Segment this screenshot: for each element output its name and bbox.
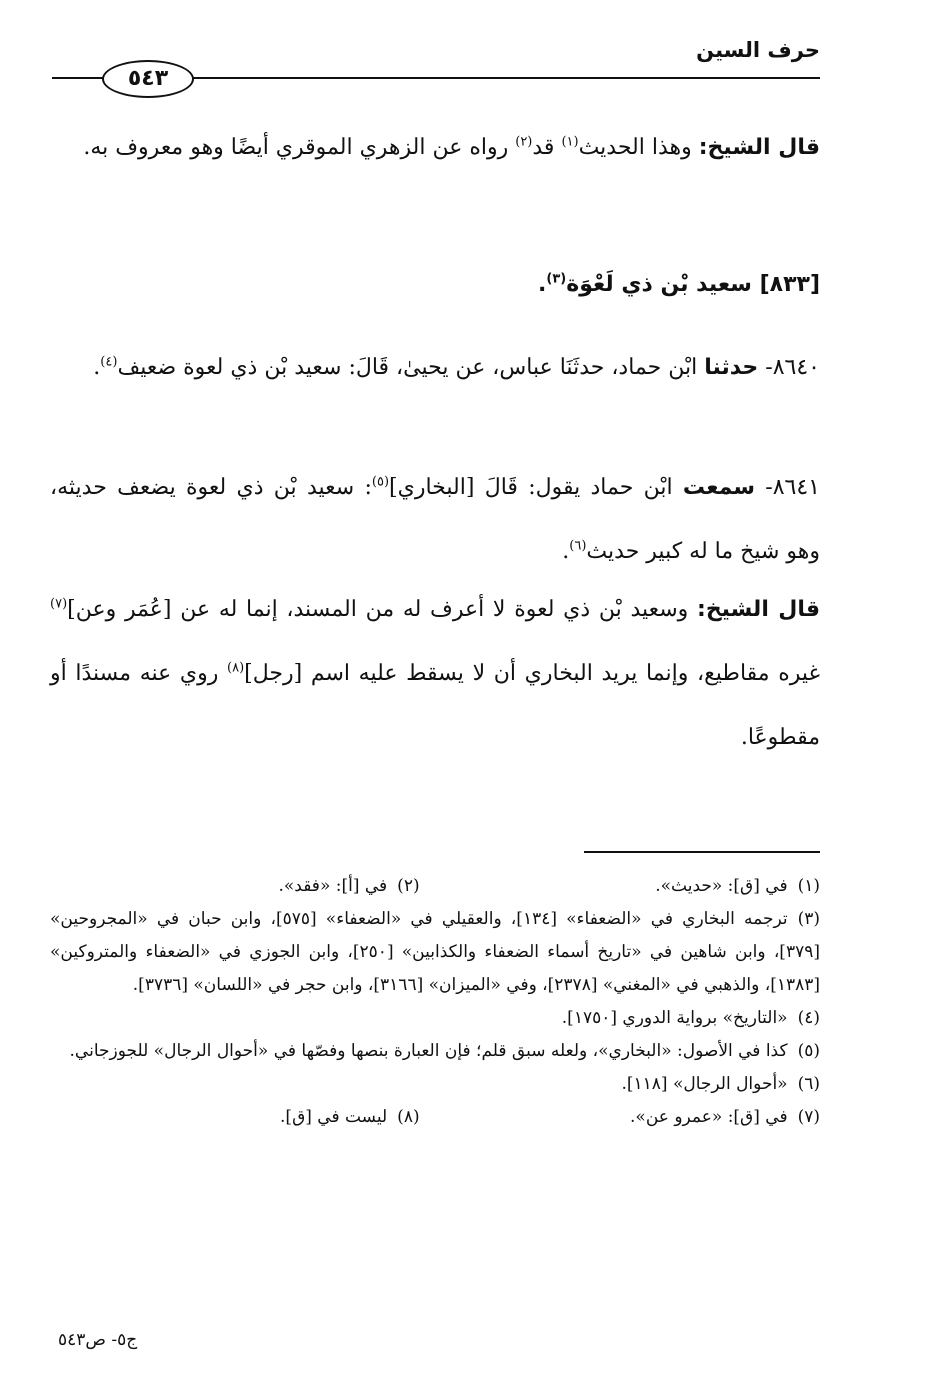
footnote-row [50,870,820,903]
footnote-text: في [ق]: «حديث». [655,876,788,896]
footnotes [50,870,820,1134]
footnote-7 [450,1101,820,1134]
footnote-text: ليست في [ق]. [280,1107,388,1127]
paragraph-text: غيره مقاطيع، وإنما يريد البخاري أن لا يسقط عليه اسم [رجل] [244,661,821,686]
footnote-5 [50,1035,820,1068]
footnote-number: (١) [797,876,820,896]
paragraph-lead: حدثنا [704,355,759,380]
footnote-6 [50,1068,820,1101]
footnote-ref: (٥) [371,474,390,490]
footnote-ref: (٢) [515,134,533,150]
hadith-number: ٨٦٤٠- [758,355,820,380]
page-number: ٥٤٣ [102,60,194,98]
footnote-number: (٢) [397,876,420,896]
paragraph-text: . [562,539,570,564]
paragraph-lead: سمعت [682,475,755,500]
footnote-3 [50,903,820,1002]
paragraph-text: وهذا الحديث [578,135,699,160]
footnote-number: (٧) [797,1107,820,1127]
paragraph-text: روي عنه مسندًا أو مقطوعًا. [50,661,820,750]
paragraph-text: ابْن حماد يقول: قَالَ [البخاري] [389,475,683,500]
footnote-text: ترجمه البخاري في «الضعفاء» [١٣٤]، والعقيلي في «الضعفاء» [٥٧٥]، وابن حبان في «المجروحين» [٣٧٩]، وابن شاهين في «تاريخ أسماء الضعفاء والكذابين» [٢٥٠]، وابن الجوزي في «الضعفاء والمتروكين» [١٣٨٣]، والذهبي في «المغني» [٢٣٧٨]، وفي «الميزان» [٣١٦٦]، وابن حجر في «اللسان» [٣٧٣٦]. [50,909,820,995]
footnote-text: في [ق]: «عمرو عن». [630,1107,788,1127]
footnote-text: «أحوال الرجال» [١١٨]. [621,1074,788,1094]
paragraph-text: : سعيد بْن ذي لعوة يضعف حديثه، وهو شيخ ما له كبير حديث [50,475,820,564]
footnote-text: في [أ]: «فقد». [278,876,388,896]
paragraph-text: وسعيد بْن ذي لعوة لا أعرف له من المسند، إنما له عن [عُمَر وعن] [67,597,698,622]
footnote-ref: (١) [561,134,579,150]
paragraph-8640 [50,336,820,400]
paragraph-text: رواه عن الزهري الموقري أيضًا وهو معروف به. [83,135,516,160]
paragraph-text: قد [532,135,562,160]
footnote-text: «التاريخ» برواية الدوري [١٧٥٠]. [561,1008,788,1028]
entry-heading-tail: . [538,272,547,297]
footnote-2 [50,870,420,903]
footnote-ref: (٦) [569,538,587,554]
footnote-ref: (٣) [546,271,567,287]
footnote-rule [584,851,820,853]
paragraph-lead: قال الشيخ: [697,597,820,622]
footnote-number: (٦) [797,1074,820,1094]
paragraph-text: ابْن حماد، حدثَنَا عباس، عن يحيىٰ، قَالَ: سعيد بْن ذي لعوة ضعيف [117,355,705,380]
footnote-number: (٣) [797,909,820,929]
footnote-ref: (٨) [227,660,245,676]
footnote-number: (٨) [397,1107,420,1127]
footnote-text: كذا في الأصول: «البخاري»، ولعله سبق قلم؛ فإن العبارة بنصها وفصّها في «أحوال الرجال» للجوزجاني. [69,1041,788,1061]
running-title: حرف السين [696,38,820,62]
footnote-1 [450,870,820,903]
entry-heading-text: [٨٣٣] سعيد بْن ذي لَعْوَة [566,272,820,297]
paragraph-8641 [50,456,820,584]
paragraph-4 [50,578,820,770]
footnote-8 [50,1101,420,1134]
footnote-ref: (٧) [50,596,68,612]
paragraph-lead: قال الشيخ: [698,135,820,160]
footnote-number: (٤) [797,1008,820,1028]
hadith-number: ٨٦٤١- [755,475,820,500]
footnote-ref: (٤) [100,354,118,370]
paragraph-1 [50,116,820,180]
volume-page-reference: ج٥- ص٥٤٣ [58,1330,138,1350]
footnote-4 [50,1002,820,1035]
footnote-number: (٥) [797,1041,820,1061]
paragraph-text: . [93,355,101,380]
footnote-row [50,1101,820,1134]
entry-heading [538,272,820,297]
